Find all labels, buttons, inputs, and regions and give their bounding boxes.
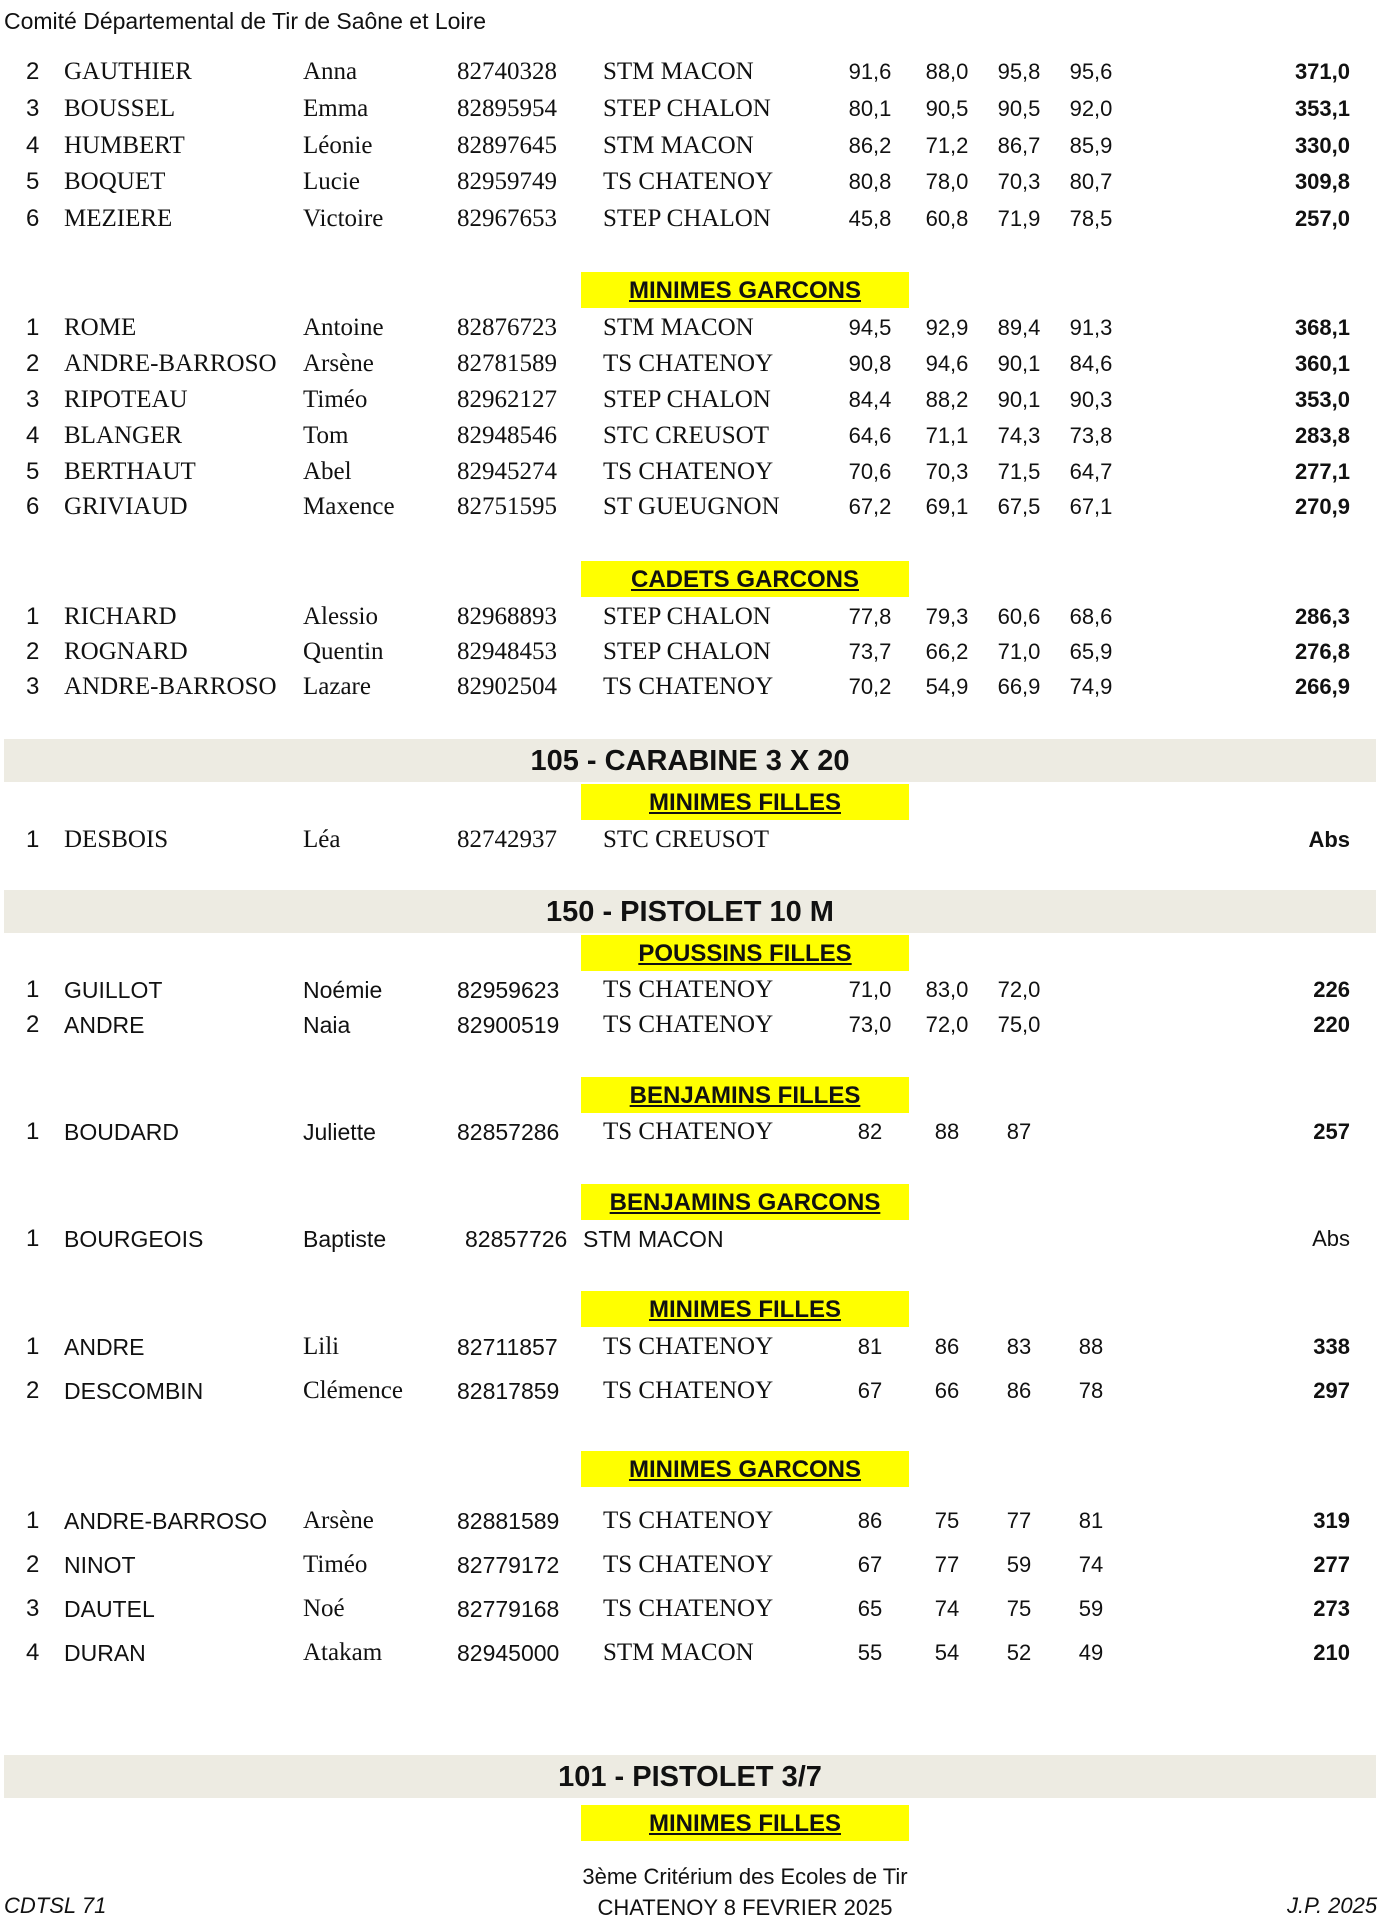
category-label: MINIMES FILLES [581,1291,909,1327]
lastname-cell: NINOT [64,1552,136,1578]
score-cell: 66,2 [925,639,969,664]
rank-cell: 4 [26,132,40,159]
score-cell: 71,5 [997,459,1041,484]
score-cell: 71,0 [848,977,892,1002]
rank-cell: 1 [26,1333,40,1360]
score-cell: 86 [934,1334,960,1359]
score-cell: 59 [1006,1552,1032,1577]
firstname-cell: Arsène [303,1507,374,1534]
table-row [0,347,1385,381]
total-cell: 257,0 [1294,206,1350,231]
licence-cell: 82881589 [457,1508,560,1534]
licence-cell: 82779172 [457,1552,560,1578]
club-cell: STEP CHALON [603,603,771,630]
club-cell: STM MACON [603,314,754,341]
firstname-cell: Antoine [303,314,384,341]
rank-cell: 1 [26,1225,40,1252]
score-cell: 73,8 [1069,423,1113,448]
rank-cell: 3 [26,673,40,700]
table-row [0,973,1385,1007]
rank-cell: 1 [26,1118,40,1145]
licence-cell: 82779168 [457,1596,560,1622]
score-cell: 60,8 [925,206,969,231]
score-cell: 75 [934,1508,960,1533]
licence-cell: 82781589 [457,350,557,377]
licence-cell: 82751595 [457,493,557,520]
rank-cell: 4 [26,422,40,449]
score-cell: 71,0 [997,639,1041,664]
total-cell: 368,1 [1294,315,1350,340]
firstname-cell: Atakam [303,1639,383,1666]
club-cell: STM MACON [603,1639,754,1666]
score-cell: 70,3 [997,169,1041,194]
rank-cell: 6 [26,205,40,232]
rank-cell: 4 [26,1639,40,1666]
firstname-cell: Alessio [303,603,378,630]
club-cell: TS CHATENOY [603,458,774,485]
table-row [0,1222,1385,1256]
firstname-cell: Léa [303,826,341,853]
club-cell: TS CHATENOY [603,1507,774,1534]
total-cell: 283,8 [1294,423,1350,448]
score-cell: 72,0 [925,1012,969,1037]
score-cell: 89,4 [997,315,1041,340]
firstname-cell: Baptiste [303,1226,387,1252]
firstname-cell: Timéo [303,386,368,413]
lastname-cell: BLANGER [64,422,183,449]
score-cell: 67 [857,1378,883,1403]
score-cell: 54,9 [925,674,969,699]
score-cell: 90,1 [997,387,1041,412]
licence-cell: 82897645 [457,132,557,159]
score-cell: 90,3 [1069,387,1113,412]
score-cell: 87 [1006,1119,1032,1144]
total-cell: 319 [1313,1508,1350,1533]
rank-cell: 5 [26,458,40,485]
category-label: MINIMES GARCONS [581,1451,909,1487]
event-title: 150 - PISTOLET 10 M [4,890,1376,933]
club-cell: STEP CHALON [603,95,771,122]
score-cell: 85,9 [1069,133,1113,158]
rank-cell: 2 [26,58,40,85]
total-cell: 226 [1313,977,1350,1002]
table-row [0,129,1385,163]
score-cell: 71,1 [925,423,969,448]
licence-cell: 82857286 [457,1119,560,1145]
score-cell: 78 [1078,1378,1104,1403]
score-cell: 90,5 [925,96,969,121]
club-cell: TS CHATENOY [603,1333,774,1360]
club-cell: STEP CHALON [603,205,771,232]
score-cell: 92,0 [1069,96,1113,121]
rank-cell: 1 [26,314,40,341]
rank-cell: 2 [26,1377,40,1404]
table-row [0,1592,1385,1626]
score-cell: 60,6 [997,604,1041,629]
total-cell: 309,8 [1294,169,1350,194]
lastname-cell: BOUSSEL [64,95,176,122]
total-cell: 338 [1313,1334,1350,1359]
table-row [0,455,1385,489]
lastname-cell: ROGNARD [64,638,188,665]
firstname-cell: Lili [303,1333,340,1360]
firstname-cell: Quentin [303,638,384,665]
total-cell: 210 [1313,1640,1350,1665]
rank-cell: 3 [26,386,40,413]
firstname-cell: Maxence [303,493,395,520]
event-title: 101 - PISTOLET 3/7 [4,1755,1376,1798]
table-row [0,490,1385,524]
total-cell: 257 [1313,1119,1350,1144]
footer-right: J.P. 2025 [1287,1893,1378,1918]
rank-cell: 2 [26,638,40,665]
score-cell: 75 [1006,1596,1032,1621]
footer-title: 3ème Critérium des Ecoles de Tir [582,1864,908,1889]
score-cell: 81 [857,1334,883,1359]
licence-cell: 82817859 [457,1378,560,1404]
total-cell: 360,1 [1294,351,1350,376]
score-cell: 84,6 [1069,351,1113,376]
firstname-cell: Victoire [303,205,384,232]
total-cell: 276,8 [1294,639,1350,664]
firstname-cell: Lucie [303,168,360,195]
table-row [0,1504,1385,1538]
lastname-cell: BOQUET [64,168,166,195]
licence-cell: 82945274 [457,458,557,485]
rank-cell: 1 [26,826,40,853]
total-cell: Abs [1308,827,1350,852]
table-row [0,1008,1385,1042]
table-row [0,165,1385,199]
score-cell: 74,9 [1069,674,1113,699]
table-row [0,311,1385,345]
category-label: MINIMES FILLES [581,1805,909,1841]
score-cell: 77 [1006,1508,1032,1533]
rank-cell: 2 [26,1011,40,1038]
total-cell: 270,9 [1294,494,1350,519]
score-cell: 88 [1078,1334,1104,1359]
score-cell: 67,5 [997,494,1041,519]
lastname-cell: DURAN [64,1640,146,1666]
table-row [0,823,1385,857]
lastname-cell: MEZIERE [64,205,173,232]
score-cell: 79,3 [925,604,969,629]
lastname-cell: ANDRE [64,1334,145,1360]
score-cell: 72,0 [997,977,1041,1002]
licence-cell: 82900519 [457,1012,560,1038]
lastname-cell: RIPOTEAU [64,386,188,413]
score-cell: 91,3 [1069,315,1113,340]
rank-cell: 1 [26,603,40,630]
rank-cell: 6 [26,493,40,520]
club-cell: TS CHATENOY [603,350,774,377]
total-cell: Abs [1312,1226,1350,1251]
licence-cell: 82948546 [457,422,557,449]
licence-cell: 82711857 [457,1334,558,1360]
score-cell: 67,1 [1069,494,1113,519]
club-cell: STEP CHALON [603,386,771,413]
category-label: BENJAMINS GARCONS [581,1184,909,1220]
score-cell: 88 [934,1119,960,1144]
event-title: 105 - CARABINE 3 X 20 [4,739,1376,782]
table-row [0,635,1385,669]
rank-cell: 2 [26,1551,40,1578]
score-cell: 91,6 [848,59,892,84]
licence-cell: 82968893 [457,603,557,630]
category-label: MINIMES GARCONS [581,272,909,308]
score-cell: 75,0 [997,1012,1041,1037]
score-cell: 73,0 [848,1012,892,1037]
firstname-cell: Juliette [303,1119,376,1145]
firstname-cell: Abel [303,458,352,485]
score-cell: 80,1 [848,96,892,121]
licence-cell: 82959749 [457,168,557,195]
lastname-cell: ANDRE-BARROSO [64,350,277,377]
score-cell: 78,0 [925,169,969,194]
score-cell: 88,0 [925,59,969,84]
score-cell: 49 [1078,1640,1104,1665]
lastname-cell: HUMBERT [64,132,185,159]
rank-cell: 1 [26,976,40,1003]
footer-left: CDTSL 71 [4,1893,107,1918]
rank-cell: 5 [26,168,40,195]
score-cell: 73,7 [848,639,892,664]
score-cell: 83 [1006,1334,1032,1359]
lastname-cell: BOURGEOIS [64,1226,204,1252]
score-cell: 86 [1006,1378,1032,1403]
licence-cell: 82902504 [457,673,557,700]
category-label: CADETS GARCONS [581,561,909,597]
table-row [0,419,1385,453]
score-cell: 74,3 [997,423,1041,448]
rank-cell: 3 [26,1595,40,1622]
score-cell: 88,2 [925,387,969,412]
score-cell: 45,8 [848,206,892,231]
score-cell: 71,9 [997,206,1041,231]
firstname-cell: Anna [303,58,358,85]
firstname-cell: Arsène [303,350,374,377]
score-cell: 65 [857,1596,883,1621]
page-header: Comité Départemental de Tir de Saône et Loire [4,8,486,34]
score-cell: 86,7 [997,133,1041,158]
licence-cell: 82962127 [457,386,557,413]
table-row [0,1374,1385,1408]
total-cell: 330,0 [1294,133,1350,158]
score-cell: 67,2 [848,494,892,519]
total-cell: 371,0 [1294,59,1350,84]
firstname-cell: Naia [303,1012,351,1038]
score-cell: 82 [857,1119,883,1144]
total-cell: 286,3 [1294,604,1350,629]
score-cell: 67 [857,1552,883,1577]
score-cell: 92,9 [925,315,969,340]
table-row [0,383,1385,417]
firstname-cell: Clémence [303,1377,403,1404]
score-cell: 70,6 [848,459,892,484]
score-cell: 52 [1006,1640,1032,1665]
club-cell: TS CHATENOY [603,1377,774,1404]
club-cell: TS CHATENOY [603,168,774,195]
total-cell: 277,1 [1294,459,1350,484]
lastname-cell: DESCOMBIN [64,1378,204,1404]
lastname-cell: ANDRE-BARROSO [64,1508,268,1534]
score-cell: 95,8 [997,59,1041,84]
score-cell: 77 [934,1552,960,1577]
total-cell: 297 [1313,1378,1350,1403]
club-cell: STM MACON [603,132,754,159]
club-cell: STEP CHALON [603,638,771,665]
lastname-cell: GUILLOT [64,977,163,1003]
club-cell: TS CHATENOY [603,1595,774,1622]
score-cell: 80,7 [1069,169,1113,194]
score-cell: 77,8 [848,604,892,629]
category-label: MINIMES FILLES [581,784,909,820]
score-cell: 71,2 [925,133,969,158]
score-cell: 66 [934,1378,960,1403]
table-row [0,1636,1385,1670]
score-cell: 74 [1078,1552,1104,1577]
club-cell: STM MACON [583,1226,724,1252]
rank-cell: 2 [26,350,40,377]
club-cell: STM MACON [603,58,754,85]
score-cell: 95,6 [1069,59,1113,84]
score-cell: 65,9 [1069,639,1113,664]
lastname-cell: GRIVIAUD [64,493,188,520]
category-label: BENJAMINS FILLES [581,1077,909,1113]
club-cell: TS CHATENOY [603,976,774,1003]
score-cell: 90,1 [997,351,1041,376]
licence-cell: 82895954 [457,95,557,122]
club-cell: TS CHATENOY [603,1011,774,1038]
score-cell: 90,5 [997,96,1041,121]
licence-cell: 82959623 [457,977,560,1003]
score-cell: 81 [1078,1508,1104,1533]
club-cell: TS CHATENOY [603,673,774,700]
total-cell: 353,0 [1294,387,1350,412]
licence-cell: 82740328 [457,58,557,85]
score-cell: 94,5 [848,315,892,340]
score-cell: 64,7 [1069,459,1113,484]
rank-cell: 1 [26,1507,40,1534]
footer-date: CHATENOY 8 FEVRIER 2025 [597,1895,893,1920]
score-cell: 54 [934,1640,960,1665]
licence-cell: 82876723 [457,314,557,341]
lastname-cell: ANDRE [64,1012,145,1038]
lastname-cell: DESBOIS [64,826,169,853]
score-cell: 90,8 [848,351,892,376]
table-row [0,92,1385,126]
score-cell: 80,8 [848,169,892,194]
licence-cell: 82857726 [465,1226,568,1252]
score-cell: 70,3 [925,459,969,484]
firstname-cell: Emma [303,95,369,122]
lastname-cell: BERTHAUT [64,458,196,485]
firstname-cell: Noémie [303,977,383,1003]
licence-cell: 82742937 [457,826,557,853]
licence-cell: 82967653 [457,205,557,232]
score-cell: 94,6 [925,351,969,376]
score-cell: 74 [934,1596,960,1621]
table-row [0,1115,1385,1149]
lastname-cell: GAUTHIER [64,58,192,85]
score-cell: 78,5 [1069,206,1113,231]
firstname-cell: Lazare [303,673,371,700]
score-cell: 64,6 [848,423,892,448]
table-row [0,600,1385,634]
club-cell: TS CHATENOY [603,1118,774,1145]
lastname-cell: BOUDARD [64,1119,180,1145]
licence-cell: 82945000 [457,1640,560,1666]
club-cell: STC CREUSOT [603,422,770,449]
club-cell: TS CHATENOY [603,1551,774,1578]
total-cell: 220 [1313,1012,1350,1037]
table-row [0,202,1385,236]
table-row [0,55,1385,89]
score-cell: 69,1 [925,494,969,519]
total-cell: 273 [1313,1596,1350,1621]
total-cell: 266,9 [1294,674,1350,699]
score-cell: 70,2 [848,674,892,699]
lastname-cell: DAUTEL [64,1596,155,1622]
score-cell: 55 [857,1640,883,1665]
firstname-cell: Noé [303,1595,345,1622]
lastname-cell: RICHARD [64,603,177,630]
firstname-cell: Timéo [303,1551,368,1578]
licence-cell: 82948453 [457,638,557,665]
score-cell: 83,0 [925,977,969,1002]
table-row [0,1548,1385,1582]
rank-cell: 3 [26,95,40,122]
category-label: POUSSINS FILLES [581,935,909,971]
score-cell: 86 [857,1508,883,1533]
total-cell: 353,1 [1294,96,1350,121]
table-row [0,670,1385,704]
firstname-cell: Léonie [303,132,373,159]
score-cell: 68,6 [1069,604,1113,629]
lastname-cell: ANDRE-BARROSO [64,673,277,700]
score-cell: 59 [1078,1596,1104,1621]
table-row [0,1330,1385,1364]
score-cell: 86,2 [848,133,892,158]
score-cell: 84,4 [848,387,892,412]
score-cell: 66,9 [997,674,1041,699]
lastname-cell: ROME [64,314,137,341]
total-cell: 277 [1313,1552,1350,1577]
club-cell: STC CREUSOT [603,826,770,853]
club-cell: ST GUEUGNON [603,493,780,520]
firstname-cell: Tom [303,422,349,449]
